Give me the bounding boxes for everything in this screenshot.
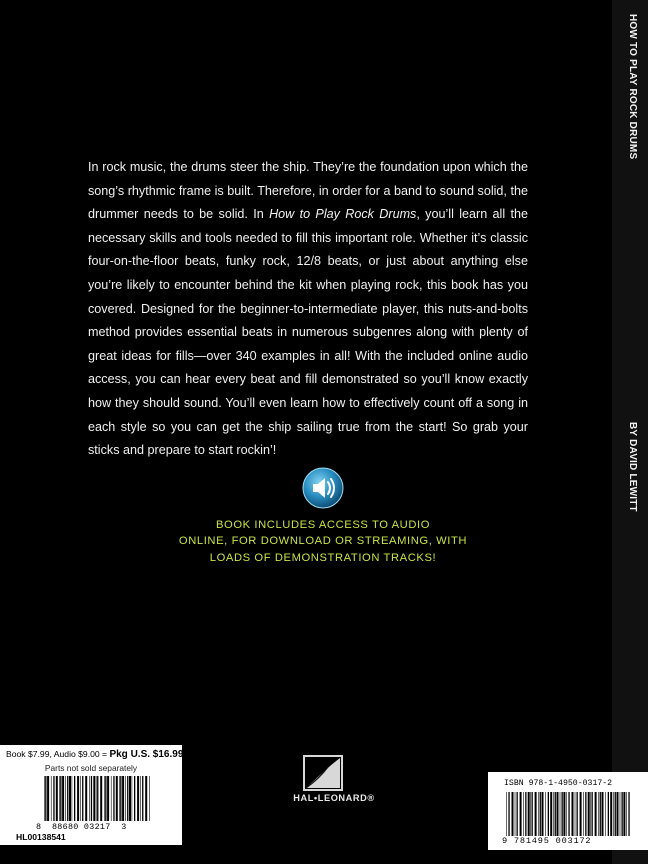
barcode-bar	[67, 776, 68, 821]
barcode-bar	[585, 792, 586, 836]
book-title-italic: How to Play Rock Drums	[269, 207, 417, 222]
barcode-bar	[523, 792, 524, 836]
barcode-bar	[89, 776, 90, 821]
barcode-bar	[555, 792, 556, 836]
barcode-bar	[610, 792, 612, 836]
barcode-bar	[100, 776, 102, 821]
barcode-bar	[127, 776, 128, 821]
barcode-bar	[608, 792, 609, 836]
barcode-bar	[142, 776, 143, 821]
blurb-text-start: In rock music, the drums steer the ship. They’re the foundation upon which the song’s rhythmic frame is built. Therefore, in order for a band to sound solid, the drummer needs to be solid. In	[88, 160, 528, 222]
barcode-bar	[120, 776, 121, 821]
barcode-bar	[56, 776, 58, 821]
isbn-sticker	[488, 772, 648, 850]
barcode-bar	[96, 776, 97, 821]
barcode-bar	[577, 792, 578, 836]
barcode-bar	[116, 776, 118, 821]
barcode-bar	[129, 776, 131, 821]
barcode-bar	[93, 776, 95, 821]
barcode-bar	[74, 776, 75, 821]
barcode-bar	[575, 792, 576, 836]
barcode-bar	[506, 792, 507, 836]
barcode-bar	[140, 776, 141, 821]
description-blurb	[88, 156, 528, 463]
barcode-bar	[44, 776, 45, 821]
barcode-bar	[568, 792, 569, 836]
barcode-bar	[515, 792, 516, 836]
barcode-bar	[82, 776, 83, 821]
barcode-bar	[583, 792, 584, 836]
barcode-bar	[80, 776, 81, 821]
barcode-bar	[65, 776, 66, 821]
upc-barcode	[44, 776, 150, 821]
barcode-bar	[125, 776, 126, 821]
price-sticker	[0, 745, 182, 845]
barcode-bar	[626, 792, 627, 836]
barcode-bar	[622, 792, 623, 836]
barcode-bar	[62, 776, 64, 821]
barcode-bar	[53, 776, 54, 821]
barcode-bar	[538, 792, 539, 836]
barcode-bar	[617, 792, 619, 836]
barcode-bar	[628, 792, 629, 836]
publisher-name: HAL•LEONARD®	[293, 793, 375, 803]
barcode-bar	[592, 792, 593, 836]
barcode-bar	[590, 792, 591, 836]
barcode-bar	[602, 792, 604, 836]
barcode-bar	[605, 792, 606, 836]
isbn-number: ISBN 978-1-4950-0317-2	[504, 779, 613, 788]
barcode-bar	[588, 792, 590, 836]
barcode-bar	[562, 792, 563, 836]
price-line	[6, 749, 183, 760]
barcode-bar	[548, 792, 549, 836]
upc-digits: 8 88680 03217 3	[36, 822, 127, 832]
barcode-bar	[512, 792, 514, 836]
barcode-bar	[51, 776, 52, 821]
blurb-paragraph	[88, 156, 528, 463]
barcode-bar	[542, 792, 544, 836]
barcode-bar	[572, 792, 574, 836]
barcode-bar	[615, 792, 616, 836]
barcode-bar	[598, 792, 599, 836]
barcode-bar	[580, 792, 582, 836]
barcode-bar	[508, 792, 509, 836]
barcode-bar	[72, 776, 73, 821]
barcode-bar	[560, 792, 561, 836]
barcode-bar	[69, 776, 71, 821]
spine-author: BY DAVID LEWITT	[627, 422, 638, 512]
speaker-icon	[302, 467, 344, 509]
barcode-bar	[122, 776, 124, 821]
barcode-bar	[540, 792, 541, 836]
barcode-bar	[623, 792, 625, 836]
barcode-bar	[525, 792, 526, 836]
barcode-bar	[550, 792, 552, 836]
ean-digits: 9 781495 003172	[502, 836, 592, 846]
parts-note: Parts not sold separately	[44, 763, 138, 773]
barcode-bar	[132, 776, 133, 821]
product-code: HL00138541	[16, 832, 66, 842]
barcode-bar	[104, 776, 105, 821]
barcode-bar	[105, 776, 106, 821]
barcode-bar	[137, 776, 139, 821]
audio-note-line: BOOK INCLUDES ACCESS TO AUDIO	[215, 519, 431, 531]
barcode-bar	[520, 792, 522, 836]
barcode-bar	[119, 776, 120, 821]
audio-access-note	[140, 517, 506, 566]
hal-leonard-logo-icon	[292, 755, 354, 791]
barcode-bar	[535, 792, 537, 836]
isbn-barcode	[506, 792, 631, 836]
barcode-bar	[77, 776, 79, 821]
barcode-bar	[134, 776, 135, 821]
barcode-bar	[85, 776, 87, 821]
barcode-bar	[149, 776, 150, 821]
barcode-bar	[107, 776, 109, 821]
barcode-bar	[91, 776, 92, 821]
barcode-bar	[553, 792, 554, 836]
barcode-bar	[595, 792, 597, 836]
price-total: Pkg U.S. $16.99	[109, 749, 184, 760]
barcode-bar	[613, 792, 614, 836]
price-prefix: Book $7.99, Audio $9.00 =	[6, 749, 110, 759]
barcode-bar	[530, 792, 531, 836]
barcode-bar	[113, 776, 114, 821]
barcode-bar	[557, 792, 559, 836]
barcode-bar	[600, 792, 601, 836]
barcode-bar	[47, 776, 49, 821]
barcode-bar	[45, 776, 46, 821]
barcode-bar	[566, 792, 567, 836]
spine-title: HOW TO PLAY ROCK DRUMS	[627, 14, 638, 160]
barcode-bar	[97, 776, 98, 821]
barcode-bar	[59, 776, 60, 821]
barcode-bar	[545, 792, 546, 836]
barcode-bar	[517, 792, 518, 836]
barcode-bar	[111, 776, 112, 821]
barcode-bar	[532, 792, 533, 836]
barcode-bar	[60, 776, 61, 821]
barcode-bar	[563, 792, 565, 836]
audio-note-line: LOADS OF DEMONSTRATION TRACKS!	[209, 551, 437, 564]
barcode-bar	[620, 792, 621, 836]
barcode-bar	[528, 792, 530, 836]
barcode-bar	[145, 776, 147, 821]
blurb-text-end: , you’ll learn all the necessary skills and tools needed to fill this important role. Whether it’s classic four-on-the-floor beats, funky rock, 12/8 beats, or just about anything else you’re likely to encounter behind the kit when playing rock, this book has you covered. Designed for the beginner-to-intermediate player, this nuts-and-bolts method provides essential beats in numerous subgenres along with plenty of great ideas for fills—over 340 examples in all! With the included online audio access, you can hear every beat and fill demonstrated so you’ll know exactly how they should sound. You’ll even learn how to effectively count off a song in each style so you can get the ship sailing true from the start! So grab your sticks and prepare to start rockin’!	[88, 207, 528, 458]
audio-note-line: ONLINE, FOR DOWNLOAD OR STREAMING, WITH	[178, 535, 468, 548]
